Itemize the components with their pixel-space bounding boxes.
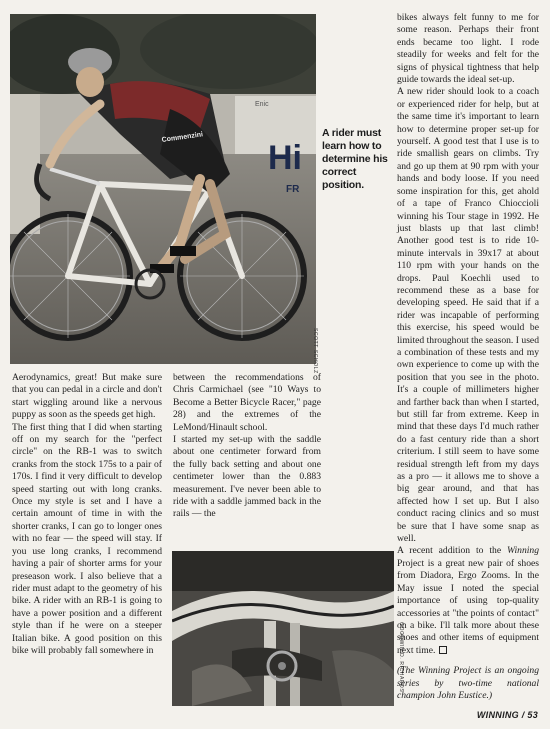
photo-caption: A rider must learn how to determine his correct position. [322,127,388,191]
paragraph-text: Project is a great new pair of shoes from Diadora, Ergo Zooms. In the May issue I noted the special importance of using top-quality accessories at "the points of contact" on a bike. I'll talk more about these shoes and other items of equipment next time. [397,557,539,656]
photo-shoes-detail [172,551,394,706]
jersey-logo-text: Commenzini [161,131,204,144]
text-column-3 [397,12,539,702]
series-note: (The Winning Project is an ongoing series by two-time national champion John Eustice.) [397,665,539,701]
photo-credit-bottom: GOODWIN D. RICHARDS [398,622,404,693]
text-column-2 [173,372,321,521]
banner-subtext: FR [286,184,300,195]
banner-text: Hi [268,139,302,177]
emphasis-text: Winning [507,545,539,557]
photo-cyclist [10,14,316,364]
end-mark-icon [439,646,447,654]
paragraph-text: A recent addition to the [397,545,508,557]
paragraph: A new rider should look to a coach or experienced rider for help, but at the same time it's important to learn how to determine proper set-up for yourself. A good test that I use is to ride smallish gears on climbs. Try and go up them at 90 rpm with your hands and body loose. If you need some inspiration for this, get ahold of a tape of Franco Chioccioli winning his Tour stage in 1992. He just blasts up that last climb! Another good test is to ride 10-minute intervals in 39x17 at about 110 rpm with your hands on the drops. Paul Koechli used to recommend these as a base for developing speed. He said that if a rider was incapable of performing this exercise, his speed would be limited throughout the season. I used a combination of these tests and my own experience to come up with the position that you see in the photo. It's a couple of millimeters higher and farther back than when I started, but still far from extreme. Keep in mind that these days I'd much rather do a fast century ride than a short criterium. I still seem to have some residual strength left from my days as a pro — it allows me to shove a big gear around, and that has affected how I set up. But I also conduct racing clinics and so must be sure that I have some snap as well. [397,86,539,545]
paragraph: I started my set-up with the saddle about one centimeter forward from the fully back setting and about one centimeter lower than the 0.883 measurement. I've never been able to ride with a saddle jammed back in the rails — the [173,434,321,520]
paragraph: between the recommendations of Chris Carmichael (see "10 Ways to Become a Better Bicycle Racer," page 28) and the extremes of the LeMond/Hinault school. [173,372,321,433]
photo-credit-top: SCOTT SCHOLZ [312,328,318,374]
text-column-1 [12,372,162,657]
paragraph: The first thing that I did when starting off on my search for the "perfect circle" on the RB-1 was to switch cranks from the stock 175s to a pair of 170s. I find it very difficult to develop speed starting out with long cranks. Once my style is set and I have a certain amount of time in with the shorter cranks, I can go to longer ones with no fear — the speed will stay. If you use long cranks, I recommend having a pair of shorter arms for your preseason work. I also believe that a rider must adapt to the geometry of his bike. A rider with an RB-1 is going to have a power position and a different style than if he were on a steeper Italian bike. A good position on this bike will probably fall somewhere in [12,421,162,656]
paragraph: bikes always felt funny to me for some reason. Perhaps their front ends became too light. I rode steadily for weeks and felt for the signs of physical tightness that help guide towards the ideal set-up. [397,12,539,86]
banner-small-text: Enic [255,101,269,108]
page-footer: WINNING / 53 [476,710,538,720]
paragraph: Aerodynamics, great! But make sure that you can pedal in a circle and don't start wiggling around like a nervous puppy as soon as the speeds get high. [12,372,162,421]
paragraph [397,545,539,657]
